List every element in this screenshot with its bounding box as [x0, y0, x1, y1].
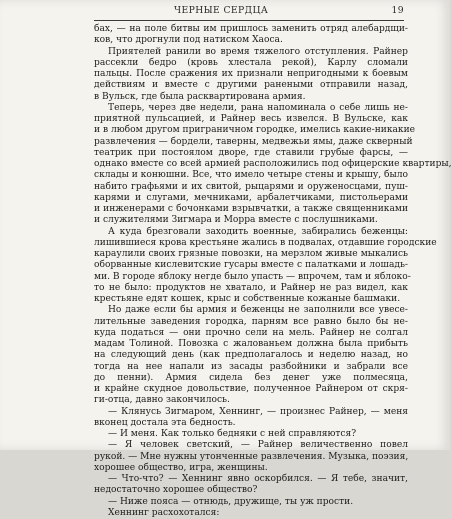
text-line: карями и слугами, мечниками, арбалетчиками, пистольерами [94, 192, 408, 203]
text-line: ги-отца, давно закончилось. [94, 395, 230, 406]
text-line: — Что-что? — Хеннинг явно оскорбился. — Я тебе, значит, [108, 474, 408, 484]
text-line: хорошее общество, игра, женщины. [94, 462, 268, 473]
text-line: и служителями Зигмара и Морра вместе с послушниками. [94, 215, 378, 226]
text-line: то не было: продуктов не хватало, и Райнер не раз видел, как [94, 282, 408, 293]
text-line: приятной пульсацией, и Райнер весь извелся. В Вульске, как [94, 114, 408, 124]
text-line: тогда на нее напали из засады разбойники и забрали все [94, 361, 408, 372]
text-line: склады и конюшни. Все, что имело четыре стены и крышу, было [94, 170, 408, 181]
text-line: — Клянусь Зигмаром, Хеннинг, — произнес Райнер, — меня [108, 406, 408, 417]
text-line: Но даже если бы армия и беженцы не заполнили все увесе- [108, 305, 408, 316]
text-line: Хеннинг расхохотался: [108, 507, 220, 518]
text-line: пальцы. После сражения их признали непригодными к боевым [94, 69, 408, 79]
text-line: до пенни). Армия сидела без денег уже полмесяца, [94, 372, 408, 383]
text-line: в Вульск, где была расквартирована армия. [94, 91, 306, 102]
text-line: куда податься — они прочно сели на мель. Райнер не солгал [94, 327, 408, 338]
text-line: развлечения — бордели, таверны, медвежьи ямы, даже скверный [94, 136, 413, 147]
text-line: вконец достала эта бедность. [94, 417, 236, 428]
text-line: — Ниже пояса — отнюдь, дружище, ты уж прости. [108, 496, 354, 507]
text-line: караулили своих грязные повозки, на мерзлом живые мыкались [94, 249, 408, 259]
text-line: действиям и вместе с другими ранеными отправили назад, [94, 80, 408, 91]
text-line: однако вместе со всей армией расположились под офицерские квартиры, [94, 159, 452, 169]
text-line: ков, что дрогнули под натиском Хаоса. [94, 35, 283, 46]
text-line: А куда брезговали заходить военные, забирались беженцы: [108, 226, 408, 237]
text-line: и крайне скудное довольствие, полученное Райнером от скря- [94, 384, 408, 394]
text-line: лительные заведения городка, парням все равно было бы не- [94, 316, 408, 327]
text-line: — И меня. Как только бедняки с ней справляются? [108, 429, 357, 439]
text-line: рассекли бедро (кровь хлестала рекой), Карлу сломали [94, 57, 408, 68]
text-line: Теперь, через две недели, рана напоминала о себе лишь не- [108, 102, 408, 113]
text-line: и инженерами с бочонками взрывчатки, а также священниками [94, 204, 408, 214]
text-line: крестьяне едят кошек, крыс и собственные кожаные башмаки. [94, 294, 401, 304]
text-line: и в любом другом приграничном городке, имелись какие-никакие [94, 125, 416, 136]
text-line: на следующий день (как предполагалось и неделю назад, но [94, 350, 408, 361]
text-line: недостаточно хорошее общество? [94, 485, 258, 496]
text-line: бах, — на поле битвы им пришлось заменить отряд алебардщи- [94, 24, 408, 34]
text-line: лишившиеся крова крестьяне жались в подвалах, отдавшие городские [94, 237, 437, 248]
text-line: оборванные кислевитские гусары вместе с палатками и лошадь- [94, 260, 408, 271]
text-line: ми. В городе яблоку негде было упасть — впрочем, там и яблоко- [94, 271, 411, 282]
text-line: рукой. — Мне нужны утонченные развлечения. Музыка, поэзия, [94, 451, 409, 462]
running-header [94, 5, 404, 19]
chapter-title: ЧЕРНЫЕ СЕРДЦА [174, 5, 269, 16]
page-number: 19 [391, 5, 404, 16]
text-line: мадам Толиной. Повозка с жалованьем должна была прибыть [94, 339, 408, 349]
text-line: — Я человек светский, — Райнер величественно повел [108, 440, 408, 451]
text-line: Приятелей ранили во время тяжелого отступления. Райнер [108, 46, 408, 57]
text-line: театрик при постоялом дворе, где ставили грубые фарсы, — [94, 147, 408, 158]
text-line: набито графьями и их свитой, рыцарями и оруженосцами, пуш- [94, 181, 408, 192]
body-text [94, 24, 452, 519]
header-rule [94, 20, 404, 21]
